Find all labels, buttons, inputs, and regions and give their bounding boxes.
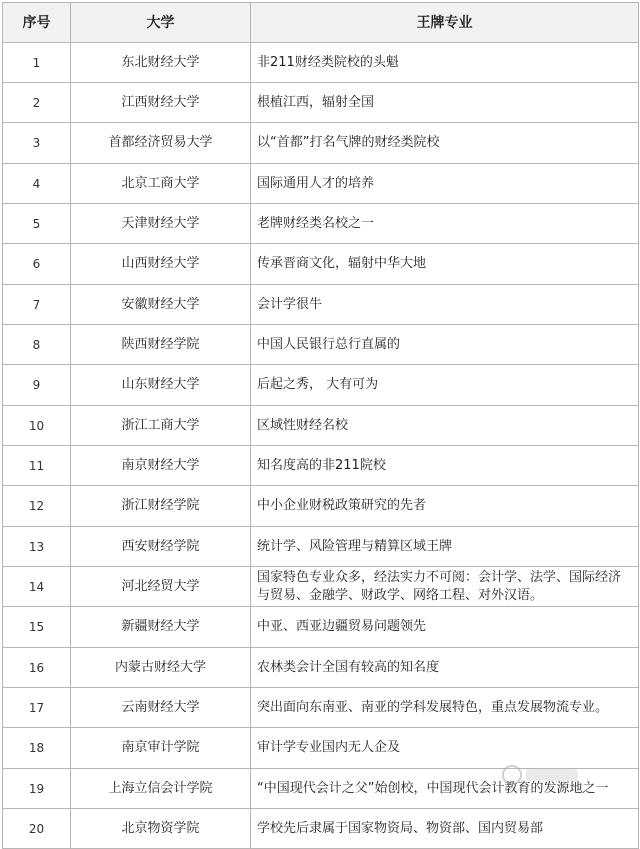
row-university: 上海立信会计学院 <box>71 769 251 809</box>
row-major: 以“首都”打名气牌的财经类院校 <box>251 123 639 164</box>
row-index: 20 <box>3 809 71 849</box>
row-university: 山西财经大学 <box>71 244 251 285</box>
row-major: 非211财经类院校的头魁 <box>251 43 639 83</box>
row-index: 15 <box>3 607 71 648</box>
header-row <box>3 3 639 43</box>
table-row <box>3 325 639 365</box>
row-major: 老牌财经类名校之一 <box>251 204 639 244</box>
row-index: 19 <box>3 769 71 809</box>
row-university: 东北财经大学 <box>71 43 251 83</box>
university-table <box>2 2 639 849</box>
row-university: 浙江财经学院 <box>71 486 251 527</box>
wechat-icon <box>502 765 522 785</box>
row-index: 9 <box>3 365 71 406</box>
row-index: 4 <box>3 164 71 204</box>
row-university: 首都经济贸易大学 <box>71 123 251 164</box>
row-university: 江西财经大学 <box>71 83 251 123</box>
row-major: 国家特色专业众多，经法实力不可阅：会计学、法学、国际经济与贸易、金融学、财政学、网络工程、对外汉语。 <box>251 567 639 607</box>
row-index: 14 <box>3 567 71 607</box>
table-row <box>3 43 639 83</box>
row-major: 根植江西，辐射全国 <box>251 83 639 123</box>
row-index: 12 <box>3 486 71 527</box>
row-major: 中小企业财税政策研究的先者 <box>251 486 639 527</box>
row-major: 中国人民银行总行直属的 <box>251 325 639 365</box>
row-university: 河北经贸大学 <box>71 567 251 607</box>
row-university: 内蒙古财经大学 <box>71 648 251 688</box>
row-major: 突出面向东南亚、南亚的学科发展特色，重点发展物流专业。 <box>251 688 639 728</box>
header-university: 大学 <box>71 3 251 43</box>
watermark-blur <box>526 769 578 781</box>
row-index: 16 <box>3 648 71 688</box>
row-university: 新疆财经大学 <box>71 607 251 648</box>
row-major: 中亚、西亚边疆贸易问题领先 <box>251 607 639 648</box>
table-row <box>3 123 639 164</box>
row-index: 7 <box>3 285 71 325</box>
row-major: 统计学、风险管理与精算区域王牌 <box>251 527 639 567</box>
row-major: 审计学专业国内无人企及 <box>251 728 639 769</box>
row-major: 后起之秀， 大有可为 <box>251 365 639 406</box>
row-university: 浙江工商大学 <box>71 406 251 446</box>
row-major: 会计学很牛 <box>251 285 639 325</box>
table-row <box>3 527 639 567</box>
table-row <box>3 204 639 244</box>
row-index: 10 <box>3 406 71 446</box>
row-index: 3 <box>3 123 71 164</box>
row-major: 知名度高的非211院校 <box>251 446 639 486</box>
row-index: 18 <box>3 728 71 769</box>
row-index: 13 <box>3 527 71 567</box>
table-row <box>3 164 639 204</box>
table-row <box>3 728 639 769</box>
row-index: 6 <box>3 244 71 285</box>
row-university: 云南财经大学 <box>71 688 251 728</box>
row-index: 5 <box>3 204 71 244</box>
table-row <box>3 688 639 728</box>
row-index: 1 <box>3 43 71 83</box>
row-major: 农林类会计全国有较高的知名度 <box>251 648 639 688</box>
row-major: 学校先后隶属于国家物资局、物资部、国内贸易部 <box>251 809 639 849</box>
table-row <box>3 486 639 527</box>
table-row <box>3 406 639 446</box>
row-university: 安徽财经大学 <box>71 285 251 325</box>
table-row <box>3 285 639 325</box>
row-university: 北京工商大学 <box>71 164 251 204</box>
header-major: 王牌专业 <box>251 3 639 43</box>
row-university: 北京物资学院 <box>71 809 251 849</box>
watermark <box>502 765 578 785</box>
row-index: 8 <box>3 325 71 365</box>
table-row <box>3 648 639 688</box>
table-body <box>3 43 639 849</box>
row-university: 天津财经大学 <box>71 204 251 244</box>
table-row <box>3 607 639 648</box>
table-row <box>3 809 639 849</box>
table-row <box>3 365 639 406</box>
header-index: 序号 <box>3 3 71 43</box>
row-university: 南京财经大学 <box>71 446 251 486</box>
row-university: 陕西财经学院 <box>71 325 251 365</box>
row-major: 传承晋商文化，辐射中华大地 <box>251 244 639 285</box>
table-row <box>3 567 639 607</box>
row-index: 2 <box>3 83 71 123</box>
row-major: 国际通用人才的培养 <box>251 164 639 204</box>
row-university: 山东财经大学 <box>71 365 251 406</box>
row-index: 17 <box>3 688 71 728</box>
row-major: “中国现代会计之父”始创校，中国现代会计教育的发源地之一 <box>251 769 639 809</box>
row-index: 11 <box>3 446 71 486</box>
row-major: 区域性财经名校 <box>251 406 639 446</box>
table-row <box>3 83 639 123</box>
table-row <box>3 244 639 285</box>
row-university: 西安财经学院 <box>71 527 251 567</box>
table-row <box>3 446 639 486</box>
row-university: 南京审计学院 <box>71 728 251 769</box>
